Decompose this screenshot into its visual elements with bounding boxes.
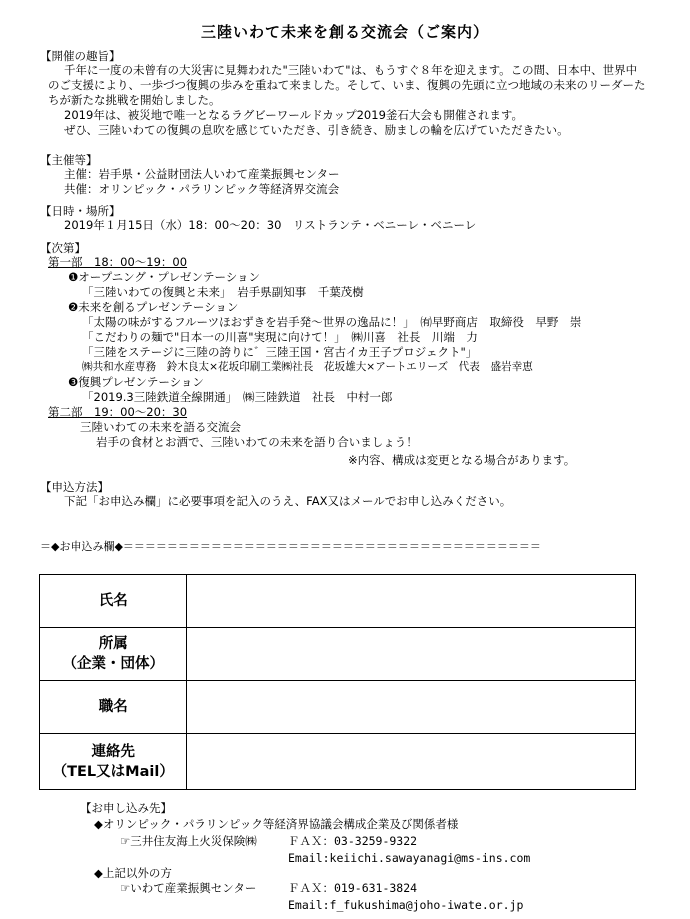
form-label-contact-line1: 連絡先: [91, 743, 135, 760]
apply-form-divider: ＝◆お申込み欄◆＝＝＝＝＝＝＝＝＝＝＝＝＝＝＝＝＝＝＝＝＝＝＝＝＝＝＝＝＝＝＝＝＝＝＝＝＝＝: [40, 540, 541, 553]
destination-group1-org: ☞三井住友海上火災保険㈱: [120, 834, 257, 848]
form-field-position[interactable]: [187, 681, 636, 734]
page-title: 三陸いわて未来を創る交流会（ご案内）: [200, 23, 489, 41]
purpose-paragraph-2: 2019年は、被災地で唯一となるラグビーワールドカップ2019釜石大会も開催されます。: [64, 108, 523, 122]
form-field-org[interactable]: [187, 628, 636, 681]
form-label-contact-line2: （TEL又はMail）: [52, 763, 174, 780]
purpose-paragraph-1: 千年に一度の未曾有の大災害に見舞われた"三陸いわて"は、もうすぐ８年を迎えます。この間、日本中、世界中のご支援により、一歩づつ復興の歩みを重ねて来ました。そして、いま、復興の先頭に立つ地域の未来のリーダーたちが新たな挑戦を開始しました。: [48, 63, 646, 107]
program-item1-detail: 「三陸いわての復興と未来」 岩手県副知事 千葉茂樹: [82, 285, 364, 299]
form-label-name: [40, 575, 187, 628]
apply-heading: 【申込方法】: [40, 480, 109, 494]
application-form: [39, 574, 636, 790]
datetime-value: 2019年１月15日（水）18：00～20：30 リストランテ・ベニーレ・ベニーレ: [64, 218, 477, 232]
datetime-heading: 【日時・場所】: [40, 204, 121, 218]
form-field-name[interactable]: [187, 575, 636, 628]
form-label-org: [40, 628, 187, 681]
program-item2-b: 「こだわりの麺で"日本一の川喜"実現に向けて！」 ㈱川喜 社長 川端 力: [82, 330, 478, 344]
form-label-org-line1: 所属: [98, 636, 128, 652]
destination-group1-fax: ＦＡＸ：03-3259-9322: [288, 834, 418, 848]
program-item2-c-detail: ㈱共和水産専務 鈴木良太×花坂印刷工業㈱社長 花坂雄大×アートエリーズ 代表 盛岩幸恵: [82, 361, 533, 373]
program-part1: 第一部 18：00～19：00: [48, 255, 188, 269]
destination-group1-email[interactable]: Email:keiichi.sawayanagi@ms-ins.com: [288, 851, 531, 865]
program-item2: ❷未来を創るプレゼンテーション: [68, 300, 239, 314]
program-part2-detail: 岩手の食材とお酒で、三陸いわての未来を語り合いましょう！: [96, 435, 418, 449]
apply-text: 下記「お申込み欄」に必要事項を記入のうえ、FAX又はメールでお申し込みください。: [64, 494, 512, 508]
destination-group2-fax: ＦＡＸ：019-631-3824: [288, 881, 418, 895]
program-item3-detail: 「2019.3三陸鉄道全線開通」 ㈱三陸鉄道 社長 中村一郎: [82, 390, 393, 404]
form-label-position: [40, 681, 187, 734]
destination-heading: 【お申し込み先】: [80, 801, 172, 815]
program-part2: 第二部 19：00～20：30: [48, 405, 188, 419]
form-field-contact[interactable]: [187, 734, 636, 790]
program-item1: ❶オープニング・プレゼンテーション: [68, 270, 261, 284]
program-note: ※内容、構成は変更となる場合があります。: [348, 453, 576, 467]
form-label-org-line2: （企業・団体）: [62, 656, 164, 672]
form-label-name-text: 氏名: [98, 593, 128, 609]
destination-group2-email[interactable]: Email:f_fukushima@joho-iwate.or.jp: [288, 898, 524, 912]
organizers-cohost: 共催：オリンピック・パラリンピック等経済界交流会: [64, 182, 340, 196]
organizers-heading: 【主催等】: [40, 153, 98, 167]
program-item2-a: 「太陽の味がするフルーツほおずきを岩手発～世界の逸品に！」 ㈲早野商店 取締役 早野 崇: [82, 315, 582, 329]
form-label-contact: [40, 734, 187, 790]
program-item2-c: 「三陸をステージに三陸の誇りに゛三陸王国・宮古イカ王子プロジェクト"」: [82, 345, 478, 359]
program-heading: 【次第】: [40, 241, 86, 255]
destination-group2: ◆上記以外の方: [94, 866, 172, 880]
program-part2-title: 三陸いわての未来を語る交流会: [80, 420, 241, 434]
purpose-paragraph-3: ぜひ、三陸いわての復興の息吹を感じていただき、引き続き、励ましの輪を広げていただきたい。: [64, 123, 569, 137]
destination-group1: ◆オリンピック・パラリンピック等経済界協議会構成企業及び関係者様: [94, 817, 459, 831]
organizers-host: 主催：岩手県・公益財団法人いわて産業振興センター: [64, 167, 340, 181]
form-label-position-text: 職名: [98, 699, 128, 715]
purpose-heading: 【開催の趣旨】: [40, 49, 121, 63]
destination-group2-org: ☞いわて産業振興センター: [120, 881, 257, 895]
program-item3: ❸復興プレゼンテーション: [68, 375, 204, 389]
